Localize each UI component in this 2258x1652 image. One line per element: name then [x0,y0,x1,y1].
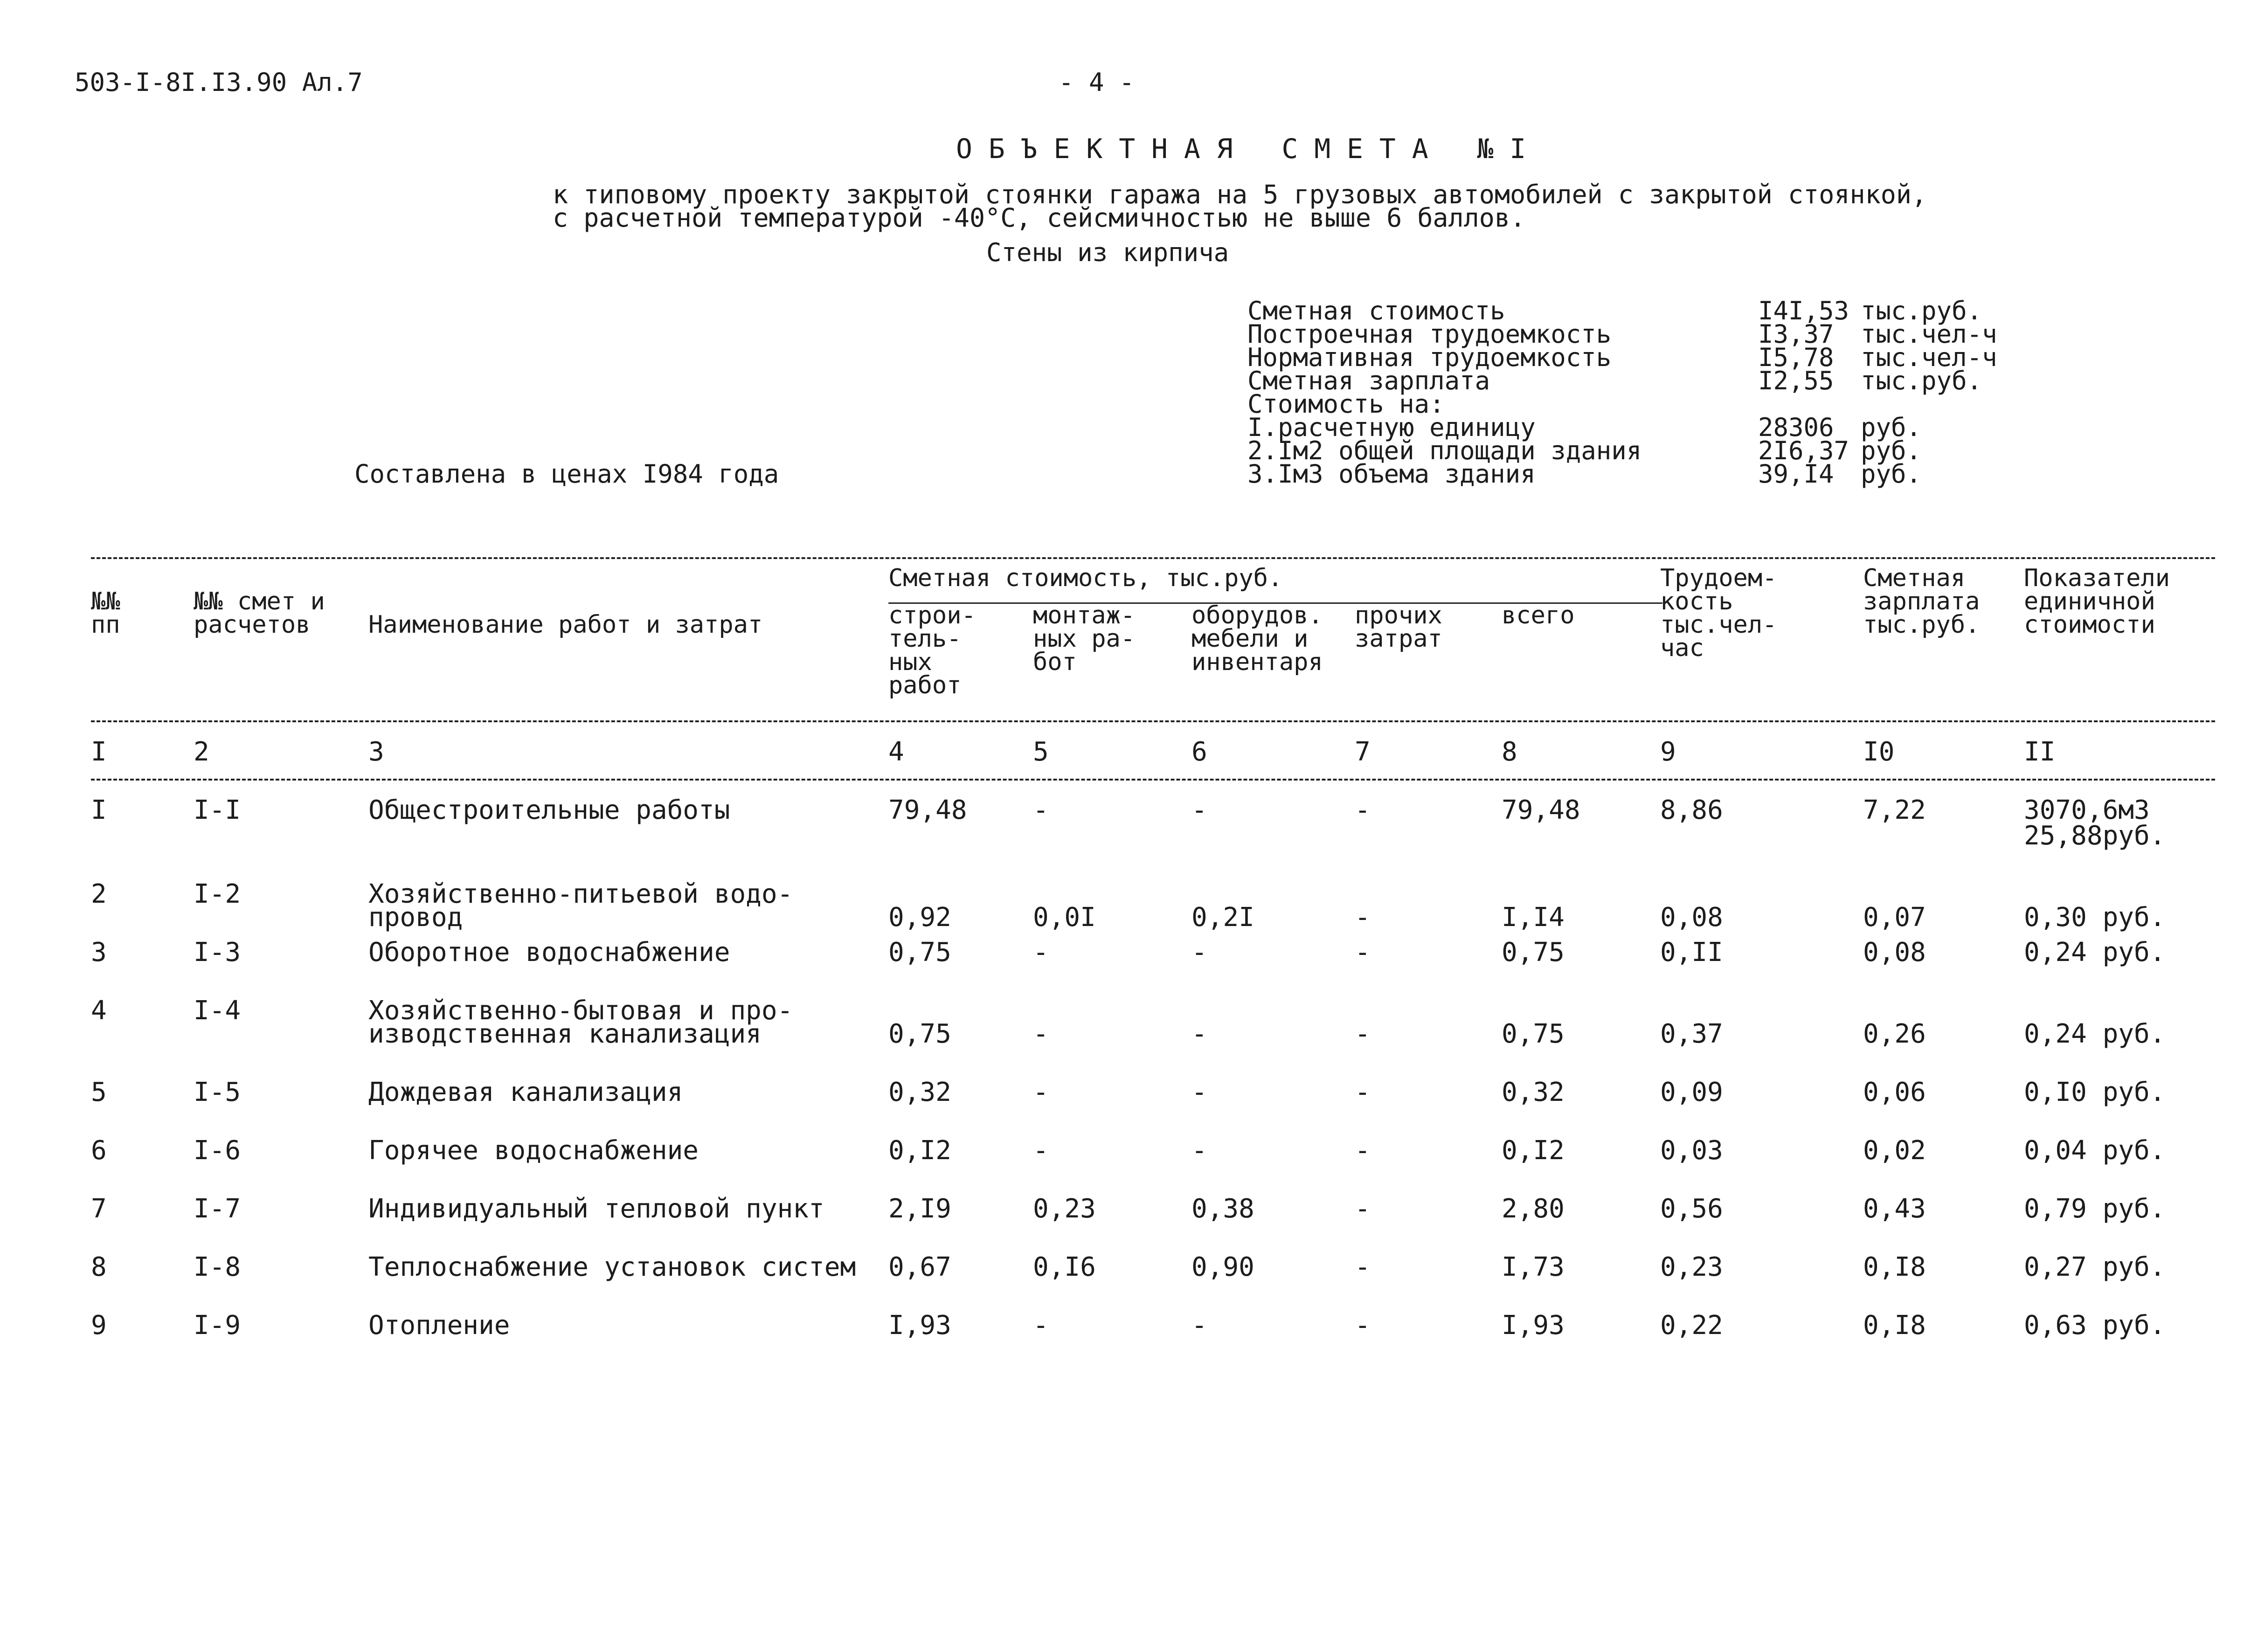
summary-label: Построечная трудоемкость [1247,319,1612,349]
page-number: - 4 - [1059,68,1135,97]
subtitle-line-3: Стены из кирпича [986,238,1229,267]
col-header-indicators: Показатели единичной стоимости [2024,564,2170,639]
row-indicator: 0,24 руб. [2024,937,2166,968]
row-total: 79,48 [1502,795,1580,825]
row-construction: 0,75 [888,1019,951,1049]
col-header-ref: №№ смет и расчетов [194,588,325,639]
row-number: 8 [91,1252,107,1282]
row-name: Хозяйственно-бытовая и про- [368,995,793,1026]
row-ref: I-7 [194,1194,241,1224]
row-indicator: 3070,6м3 [2024,795,2150,825]
row-labor: 0,23 [1660,1252,1723,1282]
col-header-total: всего [1502,601,1575,629]
row-number: 3 [91,937,107,968]
row-number: 2 [91,879,107,909]
row-installation: - [1033,1135,1049,1166]
row-equipment: - [1191,1077,1207,1107]
row-indicator: 0,63 руб. [2024,1310,2166,1341]
column-number: 2 [194,737,209,767]
row-ref: I-8 [194,1252,241,1282]
row-construction: 0,32 [888,1077,951,1107]
row-other: - [1355,1194,1371,1224]
row-construction: 0,I2 [888,1135,951,1166]
row-total: 2,80 [1502,1194,1565,1224]
row-total: 0,I2 [1502,1135,1565,1166]
row-equipment: - [1191,937,1207,968]
column-number: 4 [888,737,904,767]
summary-value: I5,78 [1758,343,1834,372]
row-equipment: - [1191,1135,1207,1166]
row-total: 0,32 [1502,1077,1565,1107]
row-ref: I-I [194,795,241,825]
row-indicator: 0,30 руб. [2024,902,2166,933]
row-name: Индивидуальный тепловой пункт [368,1194,824,1224]
row-name: Горячее водоснабжение [368,1135,699,1166]
row-equipment: 0,90 [1191,1252,1254,1282]
summary-unit: руб. [1861,459,1922,489]
row-labor: 0,37 [1660,1019,1723,1049]
column-number: 7 [1355,737,1371,767]
row-construction: I,93 [888,1310,951,1341]
column-numbers-rule [91,779,2215,781]
row-wages: 0,06 [1863,1077,1926,1107]
row-wages: 0,07 [1863,902,1926,933]
col-header-name: Наименование работ и затрат [368,611,763,639]
col-header-construction: строи- тель- ных работ [888,601,976,699]
row-construction: 79,48 [888,795,967,825]
row-number: 9 [91,1310,107,1341]
row-ref: I-5 [194,1077,241,1107]
column-number: I [91,737,107,767]
column-number: 5 [1033,737,1049,767]
row-indicator: 0,27 руб. [2024,1252,2166,1282]
column-number: 3 [368,737,384,767]
summary-value: I2,55 [1758,366,1834,395]
subtitle-line-1: к типовому проекту закрытой стоянки гаража на 5 грузовых автомобилей с закрытой стоянкой, [553,180,1927,209]
row-wages: 0,02 [1863,1135,1926,1166]
summary-label: 2.Iм2 общей площади здания [1247,436,1642,465]
summary-unit: руб. [1861,413,1922,442]
row-labor: 0,09 [1660,1077,1723,1107]
row-installation: - [1033,937,1049,968]
summary-value: I4I,53 [1758,296,1849,325]
row-total: I,I4 [1502,902,1565,933]
column-number: 6 [1191,737,1207,767]
row-wages: 7,22 [1863,795,1926,825]
row-labor: 0,03 [1660,1135,1723,1166]
summary-label: I.расчетную единицу [1247,413,1536,442]
row-construction: 0,75 [888,937,951,968]
row-number: 7 [91,1194,107,1224]
col-header-labor: Трудоем- кость тыс.чел- час [1660,564,1777,662]
row-installation: 0,0I [1033,902,1096,933]
row-installation: - [1033,1310,1049,1341]
row-construction: 0,92 [888,902,951,933]
row-construction: 0,67 [888,1252,951,1282]
col-header-equipment: оборудов. мебели и инвентаря [1191,601,1323,676]
summary-unit: тыс.чел-ч [1861,343,1997,372]
column-number: 8 [1502,737,1517,767]
row-other: - [1355,902,1371,933]
row-installation: 0,23 [1033,1194,1096,1224]
row-installation: - [1033,1077,1049,1107]
summary-label: 3.Iм3 объема здания [1247,459,1536,489]
row-equipment: 0,2I [1191,902,1254,933]
price-basis-note: Составлена в ценах I984 года [354,459,779,489]
row-other: - [1355,1135,1371,1166]
summary-value: 39,I4 [1758,459,1834,489]
summary-label: Нормативная трудоемкость [1247,343,1612,372]
row-name: Хозяйственно-питьевой водо- [368,879,793,909]
row-wages: 0,43 [1863,1194,1926,1224]
column-number: I0 [1863,737,1895,767]
summary-unit: тыс.чел-ч [1861,319,1997,349]
row-other: - [1355,795,1371,825]
row-name-continued: провод [368,902,463,933]
row-labor: 0,22 [1660,1310,1723,1341]
row-number: 6 [91,1135,107,1166]
row-other: - [1355,1310,1371,1341]
document-title: О Б Ъ Е К Т Н А Я С М Е Т А № I [956,133,1526,165]
row-ref: I-3 [194,937,241,968]
row-other: - [1355,937,1371,968]
row-equipment: - [1191,795,1207,825]
summary-unit: руб. [1861,436,1922,465]
row-installation: 0,I6 [1033,1252,1096,1282]
row-number: 4 [91,995,107,1026]
row-name: Дождевая канализация [368,1077,683,1107]
summary-label: Стоимость на: [1247,389,1445,419]
summary-label: Сметная стоимость [1247,296,1505,325]
row-other: - [1355,1077,1371,1107]
row-indicator: 0,79 руб. [2024,1194,2166,1224]
row-ref: I-4 [194,995,241,1026]
subtitle-line-2: с расчетной температурой -40°С, сейсмичностью не выше 6 баллов. [553,203,1526,233]
row-equipment: - [1191,1019,1207,1049]
row-installation: - [1033,795,1049,825]
row-installation: - [1033,1019,1049,1049]
row-wages: 0,I8 [1863,1310,1926,1341]
row-other: - [1355,1252,1371,1282]
row-ref: I-9 [194,1310,241,1341]
row-indicator: 0,I0 руб. [2024,1077,2166,1107]
document-code: 503-I-8I.I3.90 Ал.7 [75,68,363,97]
summary-value: 2I6,37 [1758,436,1849,465]
row-name: Общестроительные работы [368,795,730,825]
row-indicator: 0,04 руб. [2024,1135,2166,1166]
summary-unit: тыс.руб. [1861,296,1982,325]
summary-value: I3,37 [1758,319,1834,349]
row-name: Теплоснабжение установок систем [368,1252,856,1282]
row-total: I,93 [1502,1310,1565,1341]
row-name: Отопление [368,1310,510,1341]
row-wages: 0,I8 [1863,1252,1926,1282]
row-name-continued: изводственная канализация [368,1019,762,1049]
col-header-installation: монтаж- ных ра- бот [1033,601,1136,676]
row-labor: 0,56 [1660,1194,1723,1224]
row-number: 5 [91,1077,107,1107]
summary-label: Сметная зарплата [1247,366,1490,395]
row-equipment: - [1191,1310,1207,1341]
col-header-wages: Сметная зарплата тыс.руб. [1863,564,1980,639]
row-labor: 0,08 [1660,902,1723,933]
row-labor: 0,II [1660,937,1723,968]
col-header-cost-group: Сметная стоимость, тыс.руб. [888,564,1283,592]
row-total: 0,75 [1502,1019,1565,1049]
table-top-rule [91,557,2215,559]
row-ref: I-2 [194,879,241,909]
row-indicator: 0,24 руб. [2024,1019,2166,1049]
row-number: I [91,795,107,825]
row-wages: 0,08 [1863,937,1926,968]
col-header-other: прочих затрат [1355,601,1442,653]
table-header-rule [91,720,2215,722]
row-indicator-secondary: 25,88руб. [2024,821,2166,851]
row-construction: 2,I9 [888,1194,951,1224]
col-header-num: №№ пп [91,588,120,639]
row-other: - [1355,1019,1371,1049]
row-total: I,73 [1502,1252,1565,1282]
row-equipment: 0,38 [1191,1194,1254,1224]
row-labor: 8,86 [1660,795,1723,825]
row-total: 0,75 [1502,937,1565,968]
summary-value: 28306 [1758,413,1834,442]
column-number: 9 [1660,737,1676,767]
row-name: Оборотное водоснабжение [368,937,730,968]
summary-unit: тыс.руб. [1861,366,1982,395]
row-ref: I-6 [194,1135,241,1166]
column-number: II [2024,737,2056,767]
row-wages: 0,26 [1863,1019,1926,1049]
